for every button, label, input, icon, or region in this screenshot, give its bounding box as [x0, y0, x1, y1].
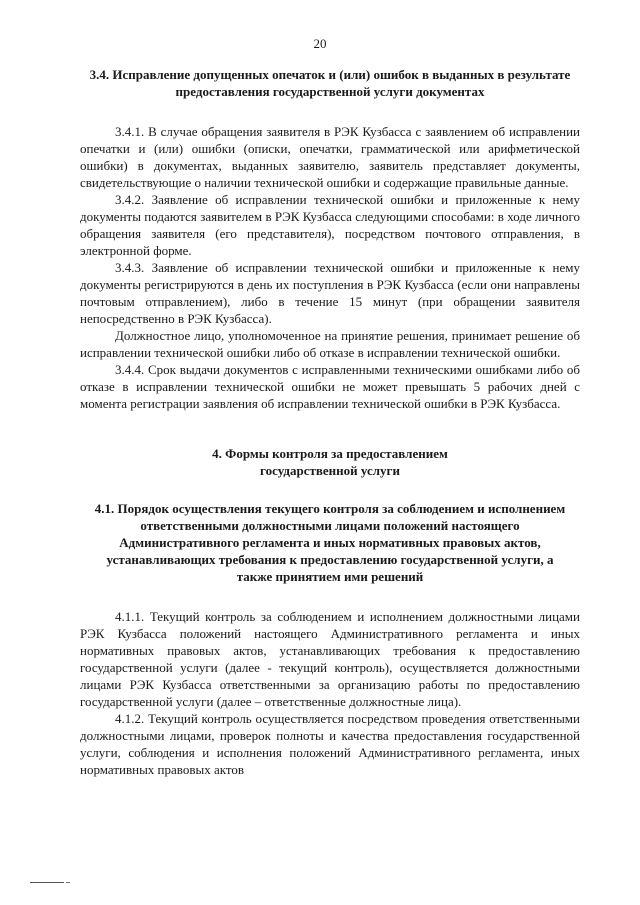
paragraph-3-4-1: 3.4.1. В случае обращения заявителя в РЭК Кузбасса с заявлением об исправлении опечатки и (или) ошибки (описки, опечатки, грамматической или арифметической ошибки) в документах, выданных заявителю, заявитель представляет документы, свидетельствующие о наличии технической ошибки и содержащие правильные данные. [80, 124, 580, 190]
section-3-4-heading: 3.4. Исправление допущенных опечаток и (или) ошибок в выданных в результате предоставления государственной услуги документах [89, 67, 571, 99]
footer-line-tick [66, 882, 70, 883]
paragraph-3-4-2: 3.4.2. Заявление об исправлении технической ошибки и приложенные к нему документы подаются заявителем в РЭК Кузбасса следующими способами: в ходе личного обращения заявителя (его представителя), посредством почтового отправления, в электронной форме. [80, 192, 580, 258]
paragraph-3-4-4: 3.4.4. Срок выдачи документов с исправленными техническими ошибками либо об отказе в исправлении технической ошибки не может превышать 5 рабочих дней с момента регистрации заявления об исправлении технической ошибки в РЭК Кузбасса. [80, 362, 580, 411]
paragraph-3-4-3: 3.4.3. Заявление об исправлении технической ошибки и приложенные к нему документы регистрируются в день их поступления в РЭК Кузбасса (если они направлены почтовым отправлением), либо в течение 15 минут (при обращении заявителя непосредственно в РЭК Кузбасса). [80, 260, 580, 326]
section-4-1-heading: 4.1. Порядок осуществления текущего контроля за соблюдением и исполнением ответственными должностными лицами положений настоящего Административного регламента и иных нормативных правовых актов, устанавливающих требования к предоставлению государственной услуги, а также принятием ими решений [94, 501, 566, 584]
page-content [80, 66, 580, 778]
paragraph-4-1-2: 4.1.2. Текущий контроль осуществляется посредством проведения ответственными должностными лицами, проверок полноты и качества предоставления государственной услуги, соблюдения и исполнения положений Административного регламента, иных нормативных правовых актов [80, 711, 580, 777]
paragraph-3-4-3-decision: Должностное лицо, уполномоченное на принятие решения, принимает решение об исправлении технической ошибки либо об отказе в исправлении технической ошибки. [80, 328, 580, 360]
footer-line [30, 882, 64, 883]
page-number: 20 [313, 36, 327, 51]
paragraph-4-1-1: 4.1.1. Текущий контроль за соблюдением и исполнением должностными лицами РЭК Кузбасса положений настоящего Административного регламента и иных нормативных правовых актов, устанавливающих требования к предоставлению государственной услуги (далее - текущий контроль), осуществляется должностными лицами РЭК Кузбасса ответственными за организацию работы по предоставлению государственной услуги (далее – ответственные должностные лица). [80, 609, 580, 709]
section-4-heading: 4. Формы контроля за предоставлением государственной услуги [212, 446, 448, 478]
